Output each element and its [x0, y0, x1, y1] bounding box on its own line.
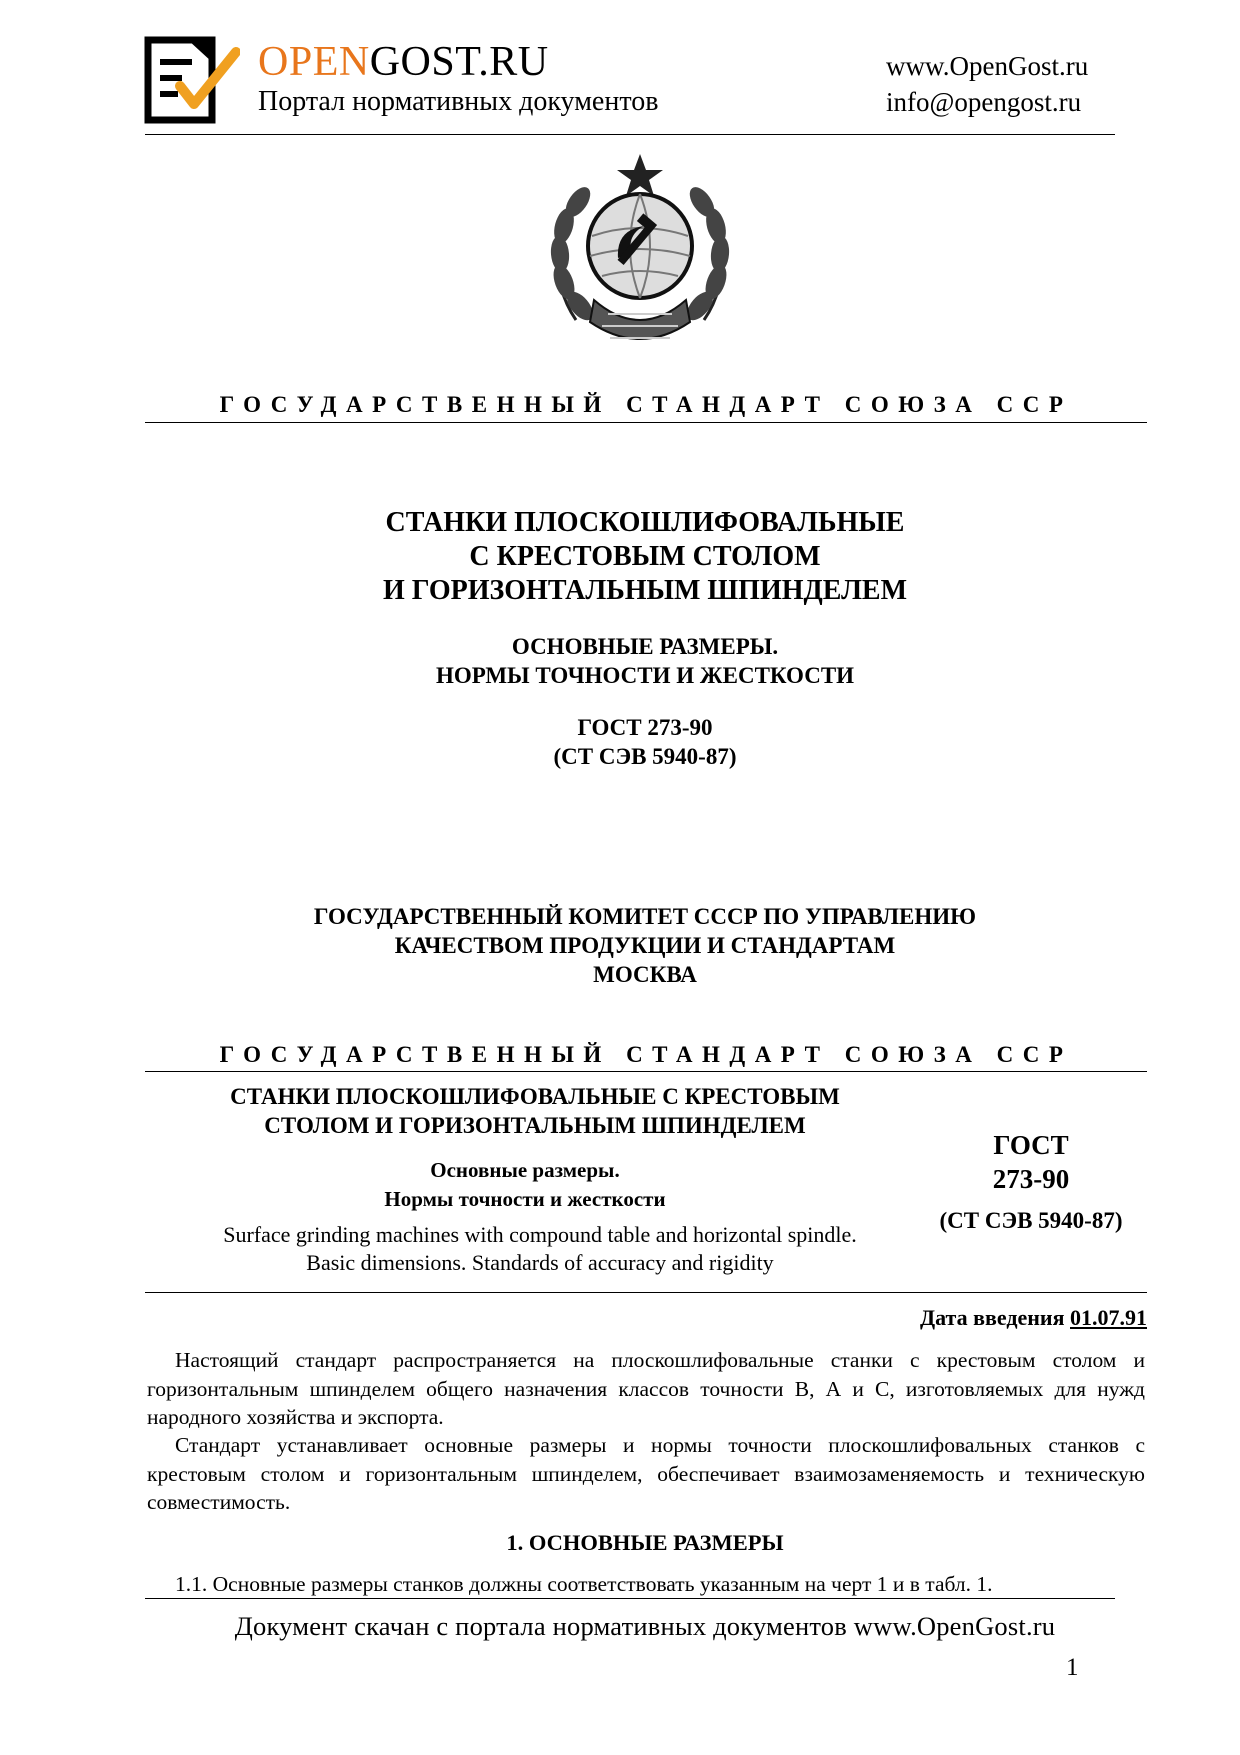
clause-text	[145, 1570, 1145, 1598]
download-note: Документ скачан с портала нормативных документов www.OpenGost.ru	[234, 1611, 1056, 1641]
cover-gost-number	[145, 713, 1145, 771]
site-url-link[interactable]: www.OpenGost.ru	[886, 51, 1089, 81]
committee-line: КАЧЕСТВОМ ПРОДУКЦИИ И СТАНДАРТАМ	[394, 933, 896, 958]
footer-divider	[145, 1598, 1115, 1599]
gost-number: 273-90	[992, 1164, 1070, 1194]
divider	[145, 422, 1147, 423]
gost-number-line: ГОСТ 273-90	[577, 715, 713, 740]
cover-subtitle-line: ОСНОВНЫЕ РАЗМЕРЫ.	[511, 634, 779, 659]
sev-number-line: (СТ СЭВ 5940-87)	[553, 744, 737, 769]
city-line: МОСКВА	[593, 962, 697, 987]
cover-title	[145, 506, 1145, 608]
state-standard-heading: ГОСУДАРСТВЕННЫЙ СТАНДАРТ СОЮЗА ССР	[219, 392, 1073, 417]
intro-date-value: 01.07.91	[1070, 1305, 1147, 1330]
gost-label: ГОСТ	[993, 1130, 1069, 1160]
gost-designation	[915, 1128, 1147, 1196]
english-title	[145, 1221, 935, 1277]
brand-name-accent: OPEN	[258, 39, 370, 85]
section-heading: 1. ОСНОВНЫЕ РАЗМЕРЫ	[506, 1530, 784, 1555]
english-title-line: Basic dimensions. Standards of accuracy and rigidity	[306, 1250, 774, 1275]
divider	[145, 1292, 1147, 1293]
committee-name	[145, 902, 1145, 989]
body-paragraph	[147, 1431, 1145, 1517]
cover-title-line: СТАНКИ ПЛОСКОШЛИФОВАЛЬНЫЕ	[385, 507, 905, 538]
cover-title-line: И ГОРИЗОНТАЛЬНЫМ ШПИНДЕЛЕМ	[382, 575, 908, 606]
standard-subtitle	[145, 1156, 905, 1214]
introduction-date	[920, 1304, 1147, 1332]
page-number: 1	[1066, 1654, 1079, 1681]
standard-title	[145, 1082, 925, 1140]
standard-title-line: СТАНКИ ПЛОСКОШЛИФОВАЛЬНЫЕ С КРЕСТОВЫМ	[230, 1084, 840, 1109]
document-check-icon	[144, 36, 240, 124]
clause-text-content: 1.1. Основные размеры станков должны соответствовать указанным на черт 1 и в табл. 1.	[175, 1572, 993, 1596]
paragraph-text: Настоящий стандарт распространяется на плоскошлифовальные станки с крестовым столом и горизонтальным шпинделем общего назначения классов точности В, А и С, изготовляемых для нужд народного хозяйства и экспорта.	[147, 1348, 1145, 1429]
cover-subtitle-line: НОРМЫ ТОЧНОСТИ И ЖЕСТКОСТИ	[435, 663, 855, 688]
paragraph-text: Стандарт устанавливает основные размеры и нормы точности плоскошлифовальных станков с крестовым столом и горизонтальным шпинделем, обеспечивает взаимозаменяемость и техническую совместимость.	[147, 1433, 1145, 1514]
email-link[interactable]: info@opengost.ru	[886, 87, 1082, 117]
committee-line: ГОСУДАРСТВЕННЫЙ КОМИТЕТ СССР ПО УПРАВЛЕНИЮ	[313, 904, 977, 929]
cover-title-line: С КРЕСТОВЫМ СТОЛОМ	[469, 541, 821, 572]
state-standard-heading: ГОСУДАРСТВЕННЫЙ СТАНДАРТ СОЮЗА ССР	[219, 1042, 1073, 1067]
intro-date-label: Дата введения	[919, 1305, 1065, 1330]
english-title-line: Surface grinding machines with compound table and horizontal spindle.	[223, 1222, 857, 1247]
standard-subtitle-line: Основные размеры.	[430, 1158, 620, 1182]
brand-tagline: Портал нормативных документов	[258, 86, 659, 117]
cover-subtitle	[145, 632, 1145, 690]
brand-name[interactable]	[258, 38, 549, 86]
body-paragraph	[147, 1346, 1145, 1432]
standard-subtitle-line: Нормы точности и жесткости	[384, 1187, 666, 1211]
state-emblem-icon	[540, 150, 740, 358]
brand-name-rest: GOST.RU	[369, 39, 549, 85]
standard-title-line: СТОЛОМ И ГОРИЗОНТАЛЬНЫМ ШПИНДЕЛЕМ	[264, 1113, 806, 1138]
divider	[145, 1071, 1147, 1072]
header-divider	[145, 134, 1115, 135]
sev-designation: (СТ СЭВ 5940-87)	[939, 1208, 1123, 1233]
